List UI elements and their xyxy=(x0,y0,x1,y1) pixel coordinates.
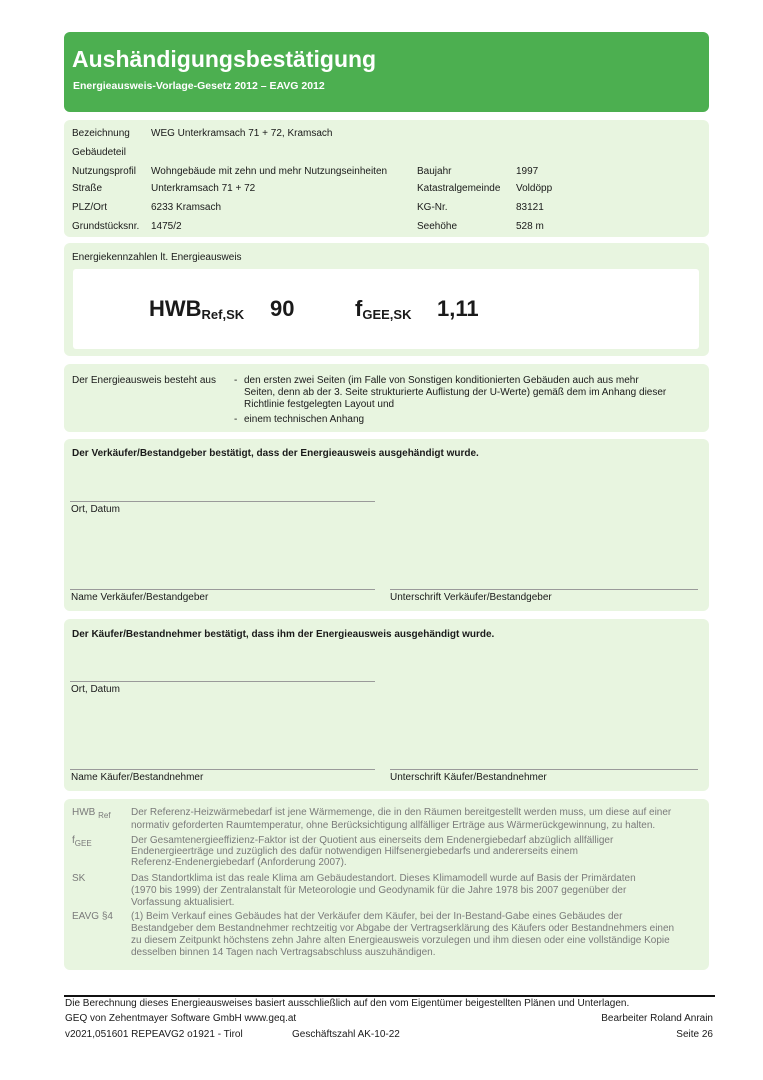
glossary-hwb-term xyxy=(72,807,111,818)
consists-item1-line2: Seiten, denn ab der 3. Seite strukturierte Auflistung der U-Werte) gemäß dem im Anhang dieser xyxy=(244,387,667,398)
katastral-label: Katastralgemeinde xyxy=(417,183,501,194)
bezeichnung-value: WEG Unterkramsach 71 + 72, Kramsach xyxy=(151,128,333,139)
consists-item1-line1: den ersten zwei Seiten (im Falle von Sonstigen konditionierten Gebäuden auch aus mehr xyxy=(244,375,639,386)
consists-item1-dash: - xyxy=(234,375,238,386)
buyer-name-label: Name Käufer/Bestandnehmer xyxy=(71,772,204,783)
buyer-confirmation-panel xyxy=(64,619,709,791)
footer-note: Die Berechnung dieses Energieausweises basiert ausschließlich auf den vom Eigentümer beigestellten Plänen und Unterlagen. xyxy=(65,998,630,1009)
seehoehe-value: 528 m xyxy=(516,221,544,232)
footer-version: v2021,051601 REPEAVG2 o1921 - Tirol xyxy=(65,1029,243,1040)
glossary-fgee-l1: Der Gesamtenergieeffizienz-Faktor ist der Quotient aus einerseits dem Endenergiebedarf abzüglich allfälliger xyxy=(131,835,614,846)
footer-bearbeiter: Bearbeiter Roland Anrain xyxy=(601,1013,713,1024)
energy-heading: Energiekennzahlen lt. Energieausweis xyxy=(72,252,242,263)
glossary-fgee-sub: GEE xyxy=(74,839,92,848)
plz-value: 6233 Kramsach xyxy=(151,202,222,213)
glossary-eavg-l3: zu diesem Zeitpunkt höchstens zehn Jahre alten Energieausweis vorzulegen und ihm diesen oder eine vollständige Kopie xyxy=(131,935,670,946)
gebaeudeteil-label: Gebäudeteil xyxy=(72,147,126,158)
katastral-value: Voldöpp xyxy=(516,183,553,194)
buyer-place-label: Ort, Datum xyxy=(71,684,120,695)
glossary-fgee-term xyxy=(72,835,92,846)
consists-item1-line3: Richtlinie festgelegten Layout und xyxy=(244,399,395,410)
kgnr-value: 83121 xyxy=(516,202,544,213)
seller-place-line xyxy=(70,501,375,502)
glossary-hwb-main: HWB xyxy=(72,807,96,818)
buyer-signature-label: Unterschrift Käufer/Bestandnehmer xyxy=(390,772,547,783)
glossary-fgee-l2: Endenergieerträge und zuzüglich des dafür notwendigen Hilfsenergiebedarfs und andererseits einem xyxy=(131,846,578,857)
seller-signature-label: Unterschrift Verkäufer/Bestandgeber xyxy=(390,592,552,603)
hwb-main: HWB xyxy=(149,296,202,321)
glossary-eavg-l2: Bestandgeber dem Bestandnehmer rechtzeitig vor Abgabe der Vertragserklärung des Käufers oder Bestandnehmers einen xyxy=(131,923,675,934)
glossary-eavg-l1: (1) Beim Verkauf eines Gebäudes hat der Verkäufer dem Käufer, bei der In-Bestand-Gabe eines Gebäudes der xyxy=(131,911,623,922)
consists-item2: einem technischen Anhang xyxy=(244,414,365,425)
glossary-hwb-l1: Der Referenz-Heizwärmebedarf ist jene Wärmemenge, die in den Räumen bereitgestellt werden muss, um diese auf einer xyxy=(131,807,672,818)
glossary-panel xyxy=(64,799,709,970)
seller-name-label: Name Verkäufer/Bestandgeber xyxy=(71,592,209,603)
glossary-sk-l1: Das Standortklima ist das reale Klima am Gebäudestandort. Dieses Klimamodell wurde auf Basis der Primärdaten xyxy=(131,873,636,884)
seller-place-label: Ort, Datum xyxy=(71,504,120,515)
glossary-sk-l2: (1970 bis 1999) der Zentralanstalt für Meteorologie und Geodynamik für die Jahre 1978 bis 2007 gegenüber der xyxy=(131,885,627,896)
bezeichnung-label: Bezeichnung xyxy=(72,128,130,139)
strasse-value: Unterkramsach 71 + 72 xyxy=(151,183,256,194)
buyer-place-line xyxy=(70,681,375,682)
nutzungsprofil-value: Wohngebäude mit zehn und mehr Nutzungseinheiten xyxy=(151,166,388,177)
glossary-fgee-l3: Referenz-Endenergiebedarf (Anforderung 2007). xyxy=(131,857,347,868)
hwb-label xyxy=(149,296,244,322)
grundstuecksnr-label: Grundstücksnr. xyxy=(72,221,140,232)
glossary-hwb-l2: normativ geforderten Raumtemperatur, ohne Berücksichtigung allfälliger Erträge aus Wärmerückgewinnung, zu halten. xyxy=(131,820,656,831)
seller-statement: Der Verkäufer/Bestandgeber bestätigt, dass der Energieausweis ausgehändigt wurde. xyxy=(72,448,479,459)
plz-label: PLZ/Ort xyxy=(72,202,108,213)
hwb-subscript: Ref,SK xyxy=(201,307,245,322)
fgee-main: f xyxy=(355,296,363,321)
baujahr-value: 1997 xyxy=(516,166,539,177)
energy-values-box xyxy=(73,269,699,349)
footer-geschaeftszahl: Geschäftszahl AK-10-22 xyxy=(292,1029,400,1040)
hwb-value: 90 xyxy=(270,296,295,321)
footer-software: GEQ von Zehentmayer Software GmbH www.geq.at xyxy=(65,1013,297,1024)
fgee-subscript: GEE,SK xyxy=(362,307,412,322)
glossary-eavg-l4: desselben binnen 14 Tagen nach Vertragsabschluss auszuhändigen. xyxy=(131,947,436,958)
kgnr-label: KG-Nr. xyxy=(417,202,448,213)
building-info-panel xyxy=(64,120,709,237)
glossary-fgee-main: f xyxy=(72,835,75,846)
energy-figures-panel xyxy=(64,243,709,356)
page-title: Aushändigungsbestätigung xyxy=(72,46,377,72)
page-header xyxy=(64,32,709,112)
seller-confirmation-panel xyxy=(64,439,709,611)
glossary-sk-l3: Vorfassung aktualisiert. xyxy=(131,897,235,908)
seller-signature-line xyxy=(390,589,698,590)
glossary-eavg-term: EAVG §4 xyxy=(72,911,113,922)
baujahr-label: Baujahr xyxy=(417,166,452,177)
seehoehe-label: Seehöhe xyxy=(417,221,458,232)
page-subtitle: Energieausweis-Vorlage-Gesetz 2012 – EAVG 2012 xyxy=(73,80,325,92)
buyer-statement: Der Käufer/Bestandnehmer bestätigt, dass ihm der Energieausweis ausgehändigt wurde. xyxy=(72,629,495,640)
strasse-label: Straße xyxy=(72,183,103,194)
footer-page-number: Seite 26 xyxy=(676,1029,713,1040)
buyer-signature-line xyxy=(390,769,698,770)
consists-panel xyxy=(64,364,709,432)
fgee-label xyxy=(355,296,411,322)
glossary-hwb-sub: Ref xyxy=(98,811,111,820)
glossary-sk-term: SK xyxy=(72,873,86,884)
fgee-value: 1,11 xyxy=(437,296,479,321)
consists-item2-dash: - xyxy=(234,414,238,425)
nutzungsprofil-label: Nutzungsprofil xyxy=(72,166,136,177)
consists-label: Der Energieausweis besteht aus xyxy=(72,375,216,386)
buyer-name-line xyxy=(70,769,375,770)
grundstuecksnr-value: 1475/2 xyxy=(151,221,182,232)
seller-name-line xyxy=(70,589,375,590)
footer-divider xyxy=(64,995,715,997)
